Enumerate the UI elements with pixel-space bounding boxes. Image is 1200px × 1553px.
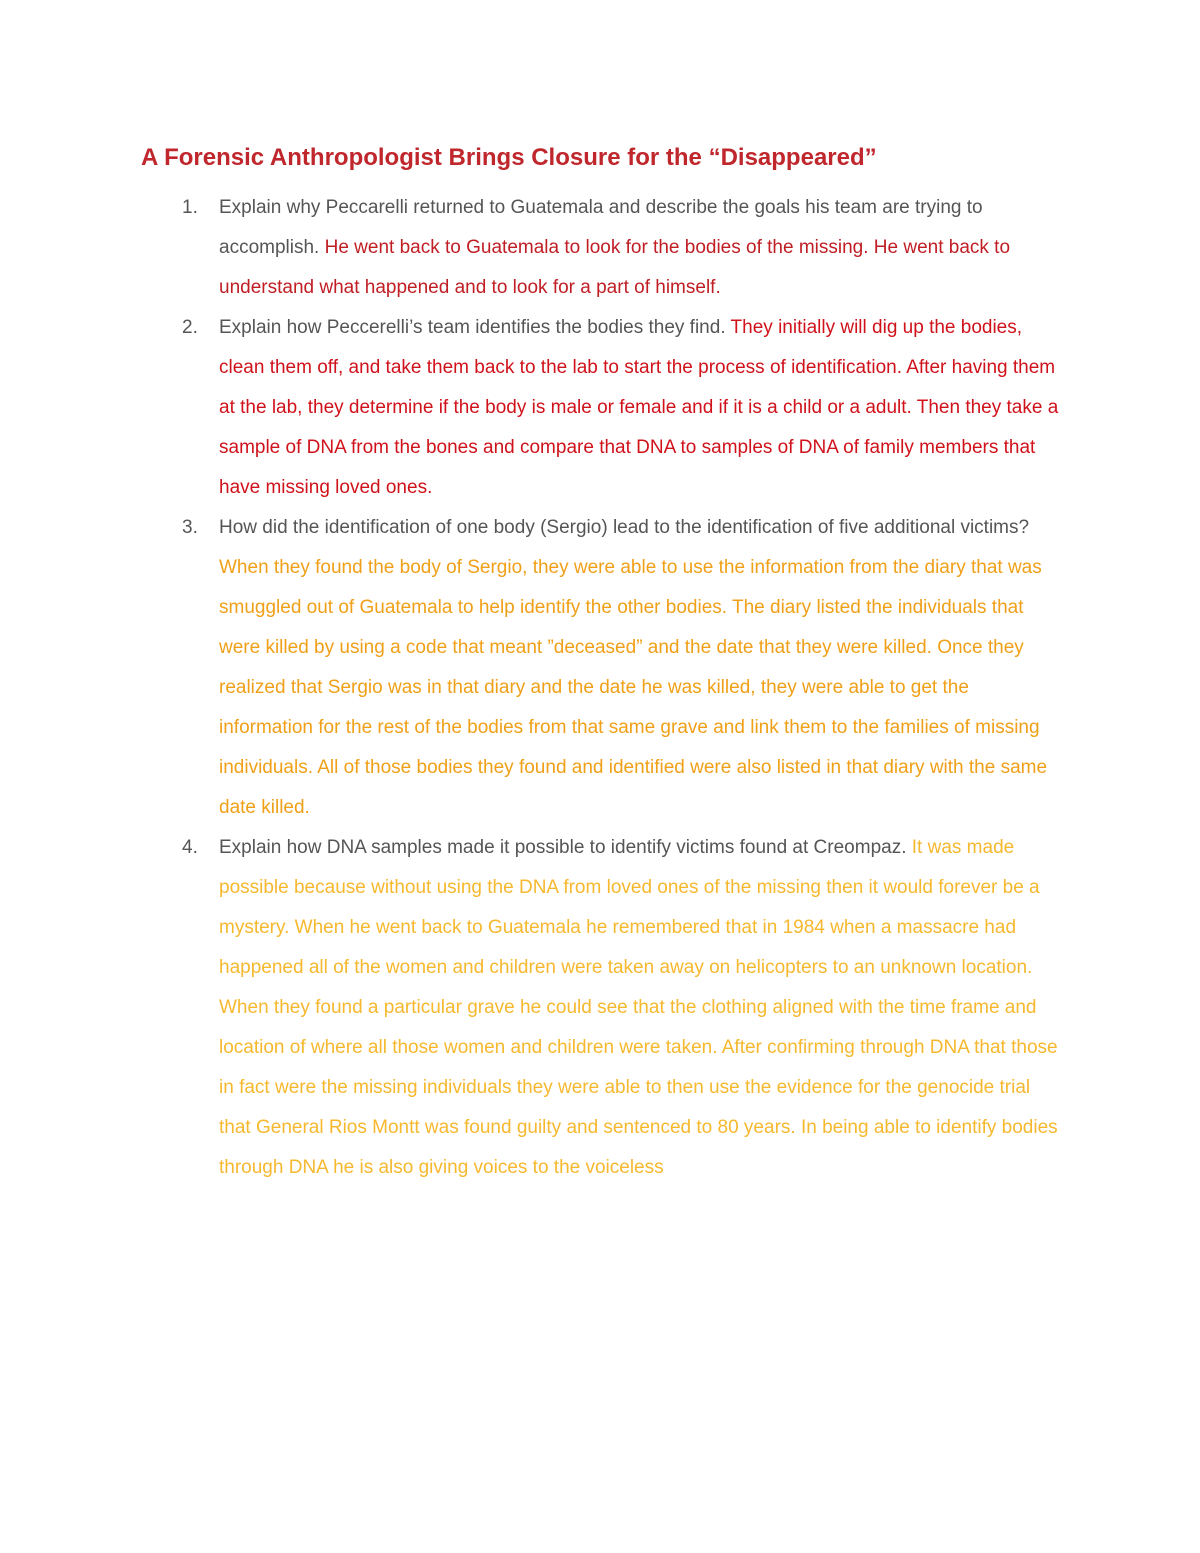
list-item-q2 bbox=[182, 308, 1064, 508]
document-title: A Forensic Anthropologist Brings Closure for the “Disappeared” bbox=[141, 144, 877, 171]
list-number: 1. bbox=[182, 197, 198, 218]
question-text: Explain why Peccarelli returned to Guatemala and describe the goals his team are trying to accomplish. bbox=[219, 197, 983, 258]
answer-text: When they found the body of Sergio, they were able to use the information from the diary that was smuggled out of Guatemala to help identify the other bodies. The diary listed the individuals that were killed by using a code that meant ”deceased” and the date that they were killed. Once they realized that Sergio was in that diary and the date he was killed, they were able to get the information for the rest of the bodies from that same grave and link them to the families of missing individuals. All of those bodies they found and identified were also listed in that diary with the same date killed. bbox=[219, 557, 1048, 818]
list-number: 3. bbox=[182, 517, 198, 538]
answer-text: He went back to Guatemala to look for the bodies of the missing. He went back to understand what happened and to look for a part of himself. bbox=[219, 237, 1011, 298]
question-text: Explain how DNA samples made it possible to identify victims found at Creompaz. bbox=[219, 837, 912, 858]
question-list bbox=[182, 188, 1064, 1188]
answer-text: They initially will dig up the bodies, clean them off, and take them back to the lab to start the process of identification. After having them at the lab, they determine if the body is male or female and if it is a child or a adult. Then they take a sample of DNA from the bones and compare that DNA to samples of DNA of family members that have missing loved ones. bbox=[219, 317, 1059, 498]
list-item-q1 bbox=[182, 188, 1064, 308]
list-item-q4 bbox=[182, 828, 1064, 1188]
question-text: How did the identification of one body (Sergio) lead to the identification of five additional victims? bbox=[219, 517, 1030, 538]
list-item-q3 bbox=[182, 508, 1064, 828]
answer-text: It was made possible because without using the DNA from loved ones of the missing then it would forever be a mystery. When he went back to Guatemala he remembered that in 1984 when a massacre had happened all of the women and children were taken away on helicopters to an unknown location. When they found a particular grave he could see that the clothing aligned with the time frame and location of where all those women and children were taken. After confirming through DNA that those in fact were the missing individuals they were able to then use the evidence for the genocide trial that General Rios Montt was found guilty and sentenced to 80 years. In being able to identify bodies through DNA he is also giving voices to the voiceless bbox=[219, 837, 1058, 1178]
list-number: 4. bbox=[182, 837, 198, 858]
list-number: 2. bbox=[182, 317, 198, 338]
question-text: Explain how Peccerelli’s team identifies the bodies they find. bbox=[219, 317, 731, 338]
